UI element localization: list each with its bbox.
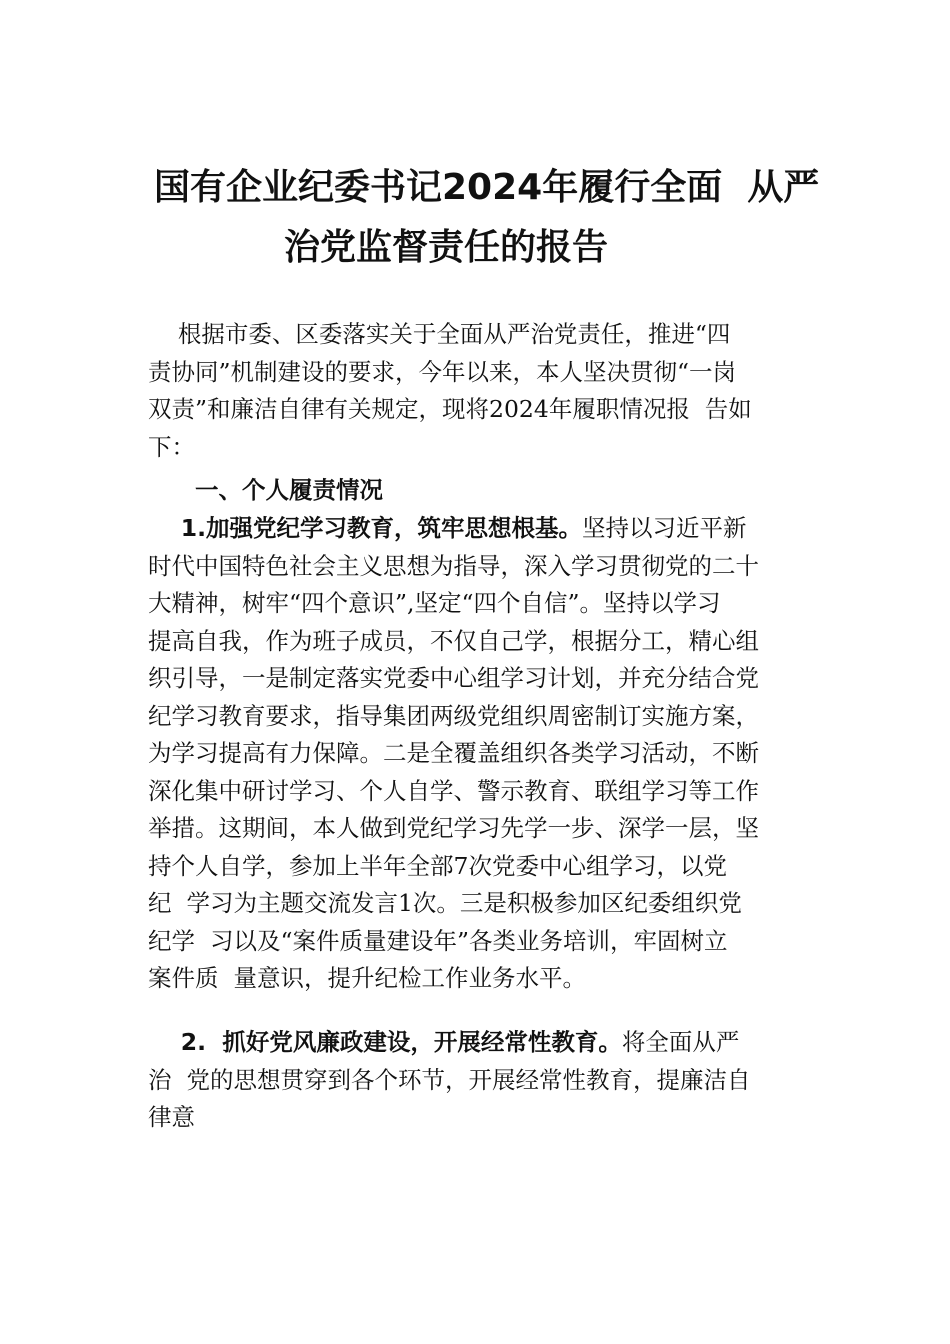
section-1-first-line-rest: 坚持以习近平新 <box>582 514 747 542</box>
section-1-line: 织引导，一是制定落实党委中心组学习计划，并充分结合党 <box>148 664 759 692</box>
intro-line: 双责”和廉洁自律有关规定，现将2024年履职情况报 告如 <box>148 395 752 423</box>
intro-line: 根据市委、区委落实关于全面从严治党责任，推进“四 <box>148 320 731 348</box>
section-2-line: 律意 <box>148 1103 195 1131</box>
section-1-line: 时代中国特色社会主义思想为指导，深入学习贯彻党的二十 <box>148 551 759 580</box>
section-heading-1: 一、个人履责情况 <box>195 476 383 504</box>
section-2-first-line-rest: 将全面从严 <box>621 1028 740 1056</box>
intro-line: 责协同”机制建设的要求，今年以来，本人坚决贯彻“一岗 <box>148 357 737 386</box>
section-1-line: 纪学习教育要求，指导集团两级党组织周密制订实施方案， <box>148 701 759 730</box>
section-2-first-line <box>148 1024 808 1062</box>
section-1-first-line <box>148 510 808 548</box>
section-1-line: 为学习提高有力保障。二是全覆盖组织各类学习活动，不断 <box>148 739 759 767</box>
section-1-paragraph <box>148 510 808 998</box>
section-1-line: 提高自我，作为班子成员，不仅自己学，根据分工，精心组 <box>148 626 759 655</box>
document-title-line-2: 治党监督责任的报告 <box>284 227 609 268</box>
section-1-line: 持个人自学，参加上半年全部7次党委中心组学习，以党 <box>148 851 727 880</box>
section-2-paragraph <box>148 1024 808 1137</box>
intro-line: 下： <box>148 432 195 461</box>
section-2-line: 治 党的思想贯穿到各个环节，开展经常性教育，提廉洁自 <box>148 1065 751 1094</box>
section-1-line: 大精神，树牢“四个意识”,坚定“四个自信”。坚持以学习 <box>148 589 721 617</box>
section-1-line: 纪学 习以及“案件质量建设年”各类业务培训，牢固树立 <box>148 926 728 955</box>
section-2-lead: 2. 抓好党风廉政建设，开展经常性教育。 <box>148 1028 622 1056</box>
section-1-line: 举措。这期间，本人做到党纪学习先学一步、深学一层，坚 <box>148 814 759 842</box>
section-1-line: 深化集中研讨学习、个人自学、警示教育、联组学习等工作 <box>148 776 759 805</box>
intro-paragraph <box>148 316 808 466</box>
section-1-line: 纪 学习为主题交流发言1次。三是积极参加区纪委组织党 <box>148 889 742 917</box>
section-1-line: 案件质 量意识，提升纪检工作业务水平。 <box>148 964 586 992</box>
document-title-line-1: 国有企业纪委书记2024年履行全面 从严 <box>154 167 820 208</box>
section-1-lead: 1.加强党纪学习教育，筑牢思想根基。 <box>148 514 583 542</box>
